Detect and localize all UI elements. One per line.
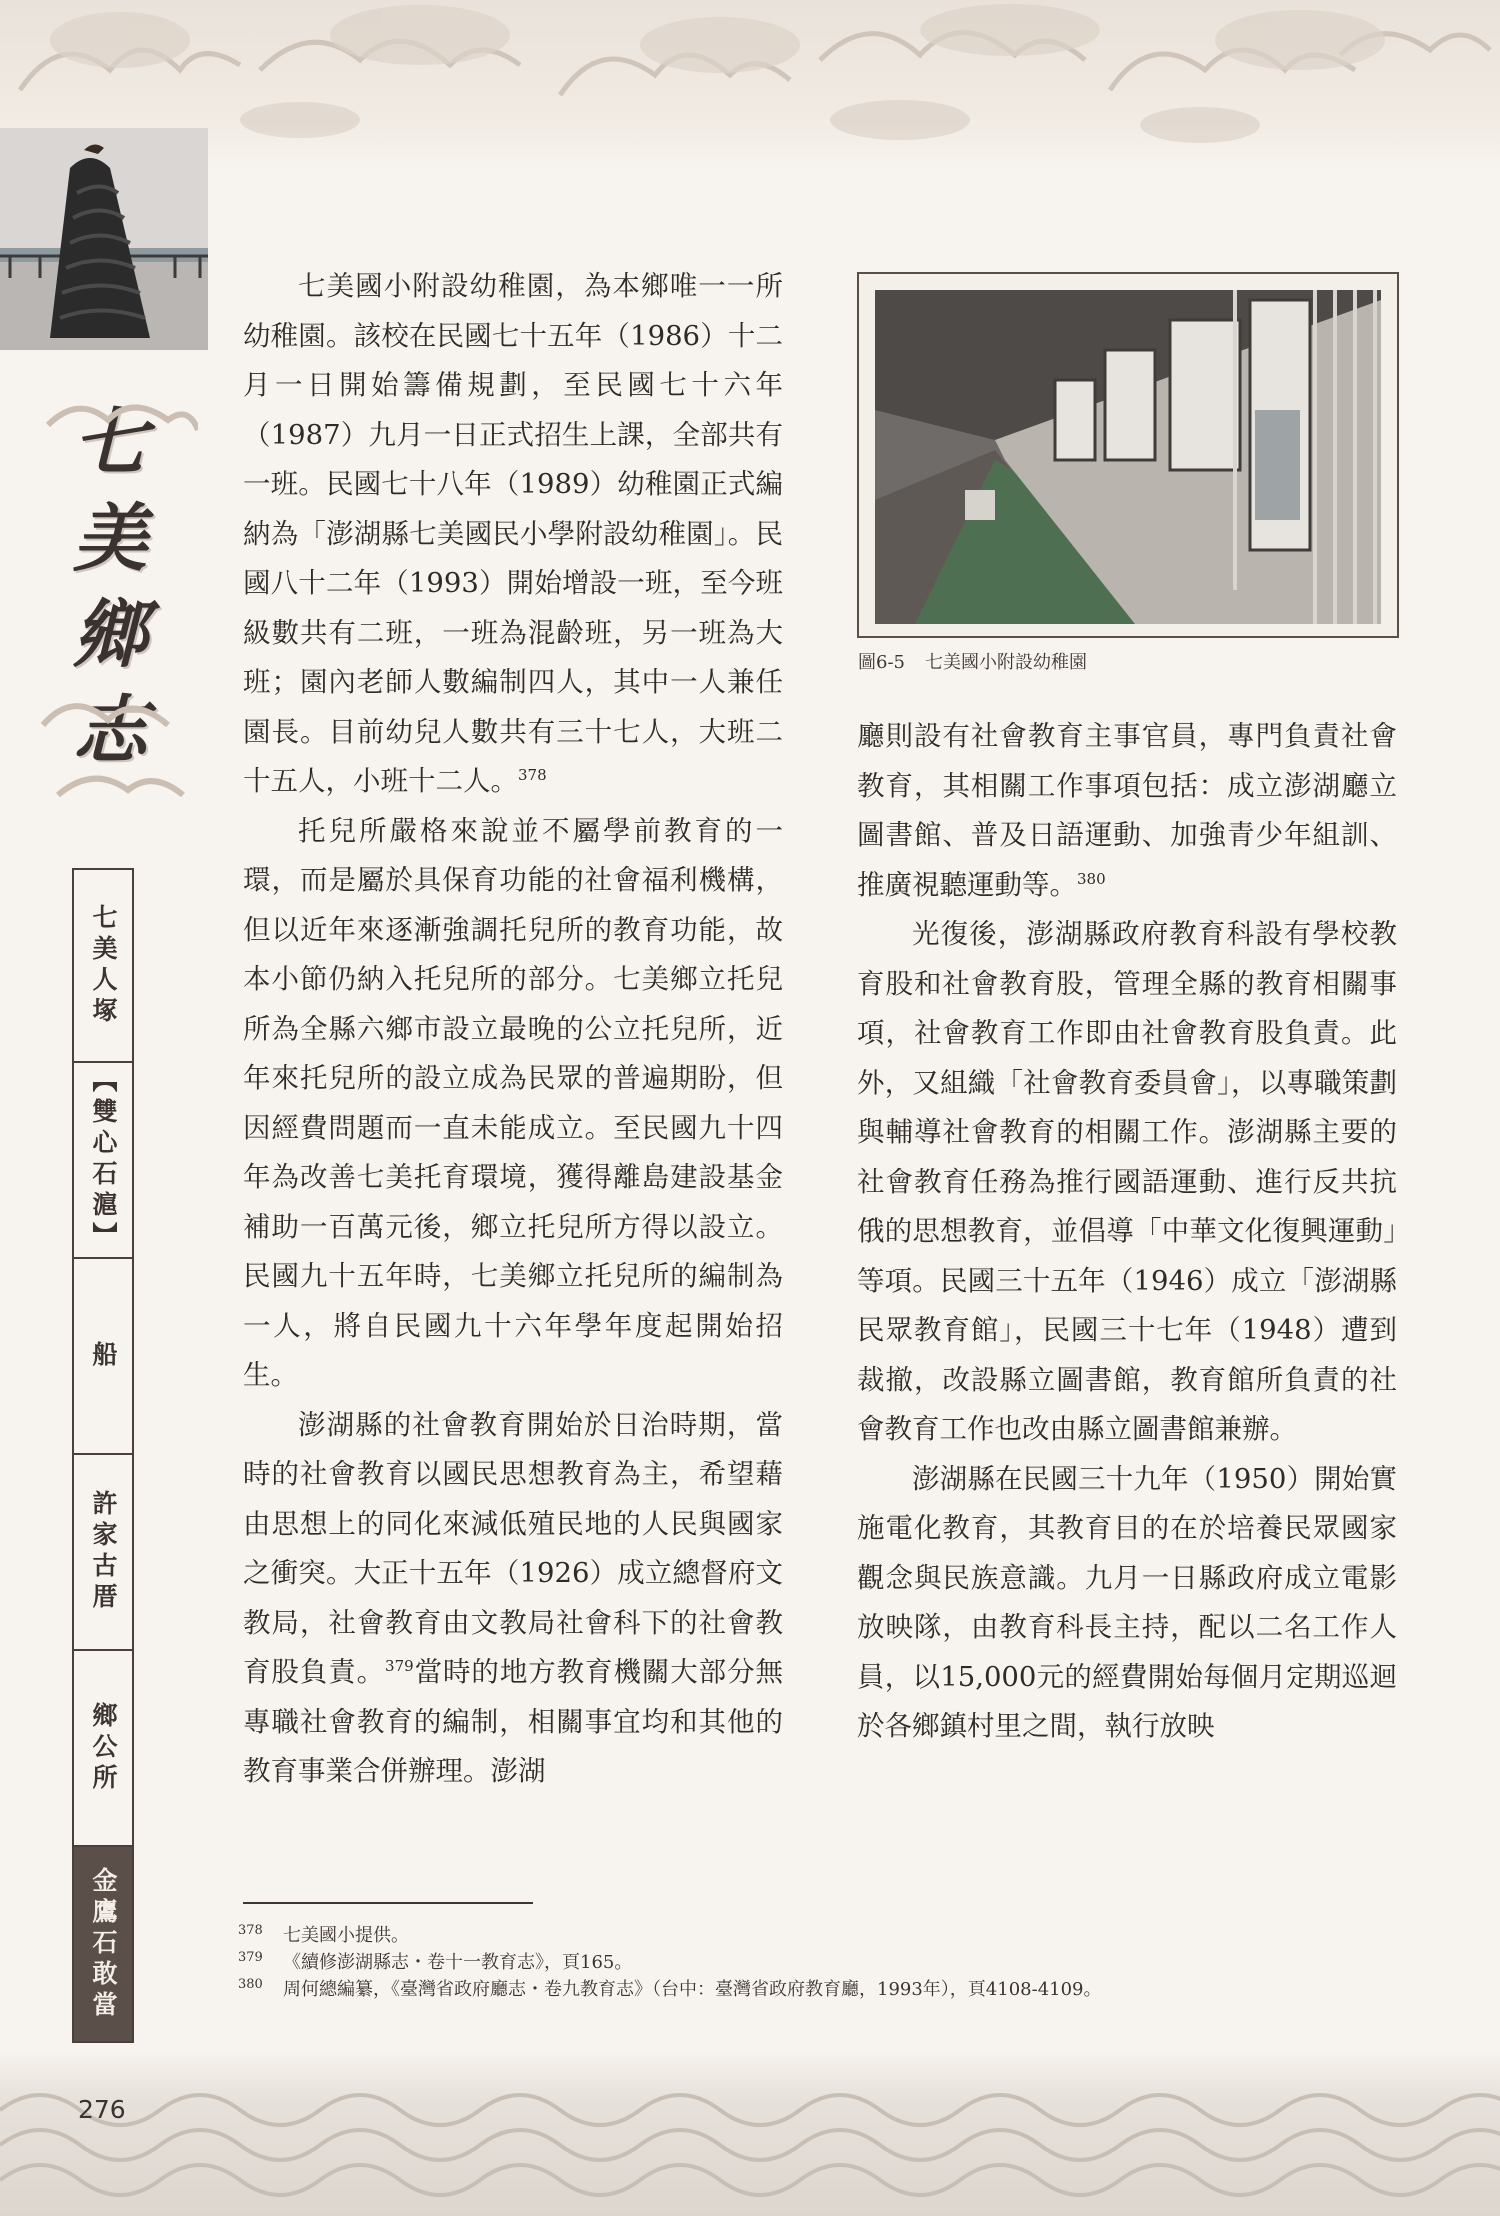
paragraph-text: 澎湖縣的社會教育開始於日治時期，當時的社會教育以國民思想教育為主，希望藉由思想上的同化來減低殖民地的人民與國家之衝突。大正十五年（1926）成立總督府文教局，社會教育由文教局社會科下的社會教育股負責。 — [243, 1408, 783, 1688]
side-tab-label: 七美人塚 — [89, 903, 118, 1028]
footnote-number: 380 — [238, 1977, 263, 1992]
book-title — [38, 395, 198, 845]
book-title-char: 七 — [73, 400, 147, 486]
paragraph-text: 廳則設有社會教育主事官員，專門負責社會教育，其相關工作事項包括：成立澎湖廳立圖書館、普及日語運動、加強青少年組訓、推廣視聽運動等。 — [857, 720, 1397, 901]
side-tab-township-office[interactable] — [72, 1649, 134, 1845]
footnote-ref[interactable]: 380 — [1077, 869, 1106, 888]
footnote-divider — [243, 1902, 533, 1904]
kindergarten-corridor-photo — [875, 290, 1381, 624]
paragraph — [243, 262, 783, 807]
side-tab-boat[interactable] — [72, 1257, 134, 1453]
footnote-number: 379 — [238, 1950, 263, 1965]
figure-caption-text: 七美國小附設幼稚園 — [925, 652, 1087, 673]
paragraph-text: 當時的地方教育機關大部分無專職社會教育的編制，相關事宜均和其他的教育事業合併辦理。澎湖 — [243, 1656, 784, 1787]
figure-caption — [858, 648, 1107, 674]
paragraph — [857, 712, 1397, 910]
figure-number: 圖6-5 — [858, 652, 905, 673]
book-title-char: 美 — [73, 496, 147, 582]
footnote-ref[interactable]: 379 — [385, 1656, 414, 1675]
right-column — [857, 712, 1397, 1752]
corner-photo — [0, 128, 208, 350]
side-tab-label: 鄉公所 — [89, 1701, 118, 1795]
footnote-text: 《續修澎湖縣志・卷十一教育志》，頁165。 — [283, 1952, 633, 1973]
page-number: 276 — [78, 2095, 126, 2124]
side-tabs — [72, 868, 138, 2043]
footnote — [238, 1949, 1338, 1976]
side-tab-eagle-stone[interactable] — [72, 1845, 134, 2043]
side-tab-hsu-house[interactable] — [72, 1453, 134, 1649]
paragraph-text: 光復後，澎湖縣政府教育科設有學校教育股和社會教育股，管理全縣的教育相關事項，社會教育工作即由社會教育股負責。此外，又組織「社會教育委員會」，以專職策劃與輔導社會教育的相關工作。澎湖縣主要的社會教育任務為推行國語運動、進行反共抗俄的思想教育，並倡導「中華文化復興運動」等項。民國三十五年（1946）成立「澎湖縣民眾教育館」，民國三十七年（1948）遭到裁撤，改設縣立圖書館，教育館所負責的社會教育工作也改由縣立圖書館兼辦。 — [857, 918, 1397, 1445]
footnotes — [238, 1922, 1338, 2003]
paragraph — [243, 807, 783, 1401]
book-title-char: 志 — [73, 688, 147, 774]
paragraph-text: 七美國小附設幼稚園，為本鄉唯一一所幼稚園。該校在民國七十五年（1986）十二月一日開始籌備規劃，至民國七十六年（1987）九月一日正式招生上課，全部共有一班。民國七十八年（1989）幼稚園正式編納為「澎湖縣七美國民小學附設幼稚園」。民國八十二年（1993）開始增設一班，至今班級數共有二班，一班為混齡班，另一班為大班；園內老師人數編制四人，其中一人兼任園長。目前幼兒人數共有三十七人，大班二十五人，小班十二人。 — [243, 270, 783, 797]
side-tab-label: 許家古厝 — [89, 1490, 118, 1614]
paragraph — [857, 1455, 1397, 1752]
paragraph — [857, 910, 1397, 1455]
figure-photo — [857, 272, 1399, 638]
paragraph-text: 托兒所嚴格來說並不屬學前教育的一環，而是屬於具保育功能的社會福利機構，但以近年來逐漸強調托兒所的教育功能，故本小節仍納入托兒所的部分。七美鄉立托兒所為全縣六鄉市設立最晚的公立托兒所，近年來托兒所的設立成為民眾的普遍期盼，但因經費問題而一直未能成立。至民國九十四年為改善七美托育環境，獲得離島建設基金補助一百萬元後，鄉立托兒所方得以設立。民國九十五年時，七美鄉立托兒所的編制為一人，將自民國九十六年學年度起開始招生。 — [243, 814, 783, 1391]
wave-pattern-icon — [0, 2050, 1500, 2216]
side-tab-twin-hearts[interactable] — [72, 1061, 134, 1257]
cloud-ornament-icon — [38, 395, 198, 845]
cloud-pattern-icon — [0, 0, 1500, 170]
bottom-wave-border — [0, 2050, 1500, 2216]
paragraph-text: 澎湖縣在民國三十九年（1950）開始實施電化教育，其教育目的在於培養民眾國家觀念與民族意識。九月一日縣政府成立電影放映隊，由教育科長主持，配以二名工作人員，以15,000元的經費開始每個月定期巡迴於各鄉鎮村里之間，執行放映 — [857, 1462, 1397, 1742]
footnote-text: 七美國小提供。 — [283, 1925, 409, 1946]
side-tab-qimei-tomb[interactable] — [72, 868, 134, 1061]
footnote-number: 378 — [238, 1923, 263, 1938]
paragraph — [243, 1401, 783, 1797]
footnote-text: 周何總編纂，《臺灣省政府廳志・卷九教育志》（台中：臺灣省政府教育廳，1993年），頁4108-4109。 — [283, 1979, 1102, 2000]
footnote — [238, 1922, 1338, 1949]
top-cloud-border — [0, 0, 1500, 170]
side-tab-label: 船 — [89, 1340, 118, 1372]
book-title-char: 鄉 — [73, 592, 147, 678]
left-column — [243, 262, 783, 1797]
footnote-ref[interactable]: 378 — [518, 765, 547, 784]
side-tab-label: 【雙心石滬】 — [89, 1067, 118, 1253]
footnote — [238, 1976, 1338, 2003]
side-tab-label: 金鷹石敢當 — [89, 1866, 118, 2022]
